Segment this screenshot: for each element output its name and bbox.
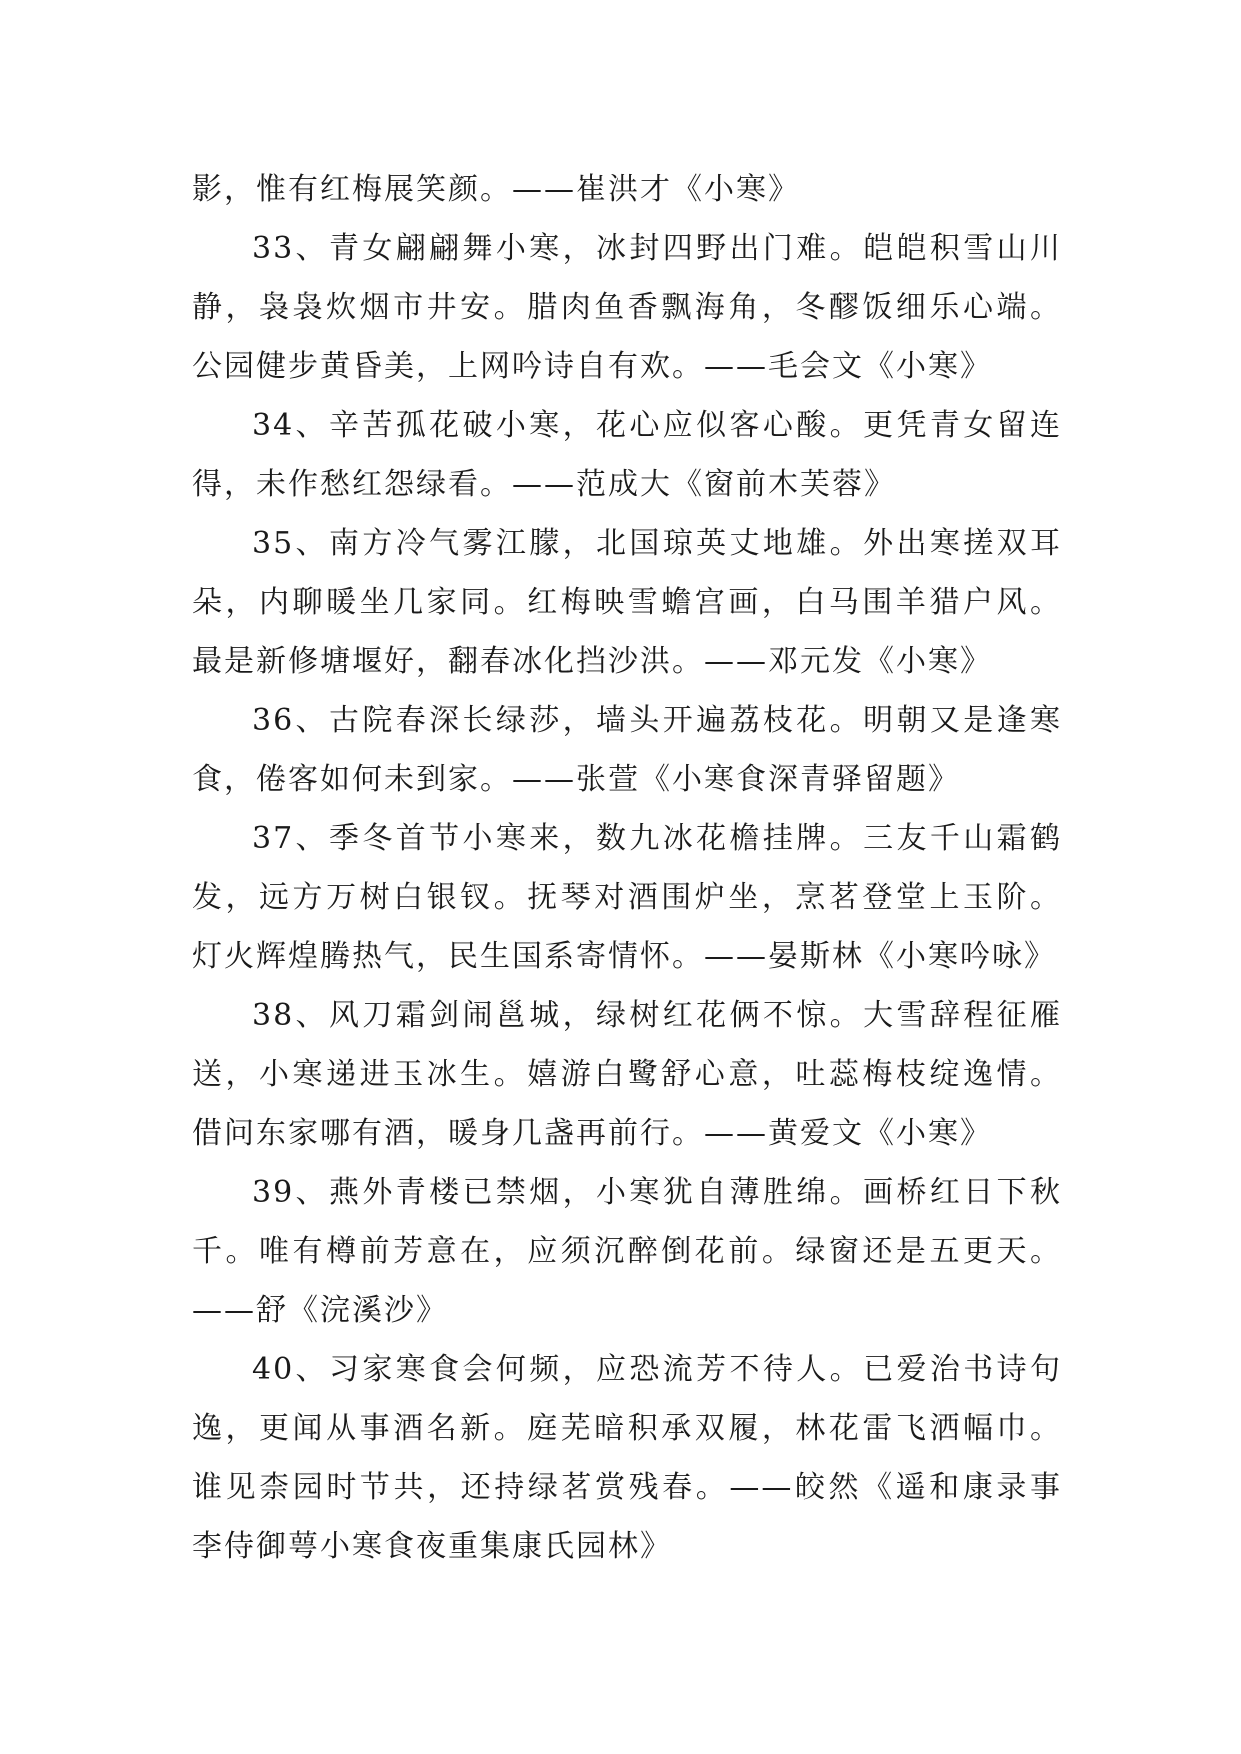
text-line: 借问东家哪有酒，暖身几盏再前行。——黄爱文《小寒》 <box>192 1116 992 1151</box>
text-line: 逸，更闻从事酒名新。庭芜暗积承双履，林花雷飞洒幅巾。 <box>192 1411 1062 1446</box>
text-line: 发，远方万树白银钗。抚琴对酒围炉坐，烹茗登堂上玉阶。 <box>192 880 1062 915</box>
text-line: 37、季冬首节小寒来，数九冰花檐挂牌。三友千山霜鹤 <box>252 821 1062 856</box>
paragraph-36 <box>192 691 1062 809</box>
text-line: 李侍御萼小寒食夜重集康氏园林》 <box>192 1529 672 1564</box>
text-line: 最是新修塘堰好，翻春冰化挡沙洪。——邓元发《小寒》 <box>192 644 992 679</box>
paragraph-37 <box>192 809 1062 986</box>
text-line: 35、南方冷气雾江朦，北国琼英丈地雄。外出寒搓双耳 <box>252 526 1062 561</box>
text-line: 得，未作愁红怨绿看。——范成大《窗前木芙蓉》 <box>192 467 896 502</box>
paragraph-continuation <box>192 160 1062 219</box>
document-page <box>192 160 1062 1576</box>
text-line: 公园健步黄昏美，上网吟诗自有欢。——毛会文《小寒》 <box>192 349 992 384</box>
paragraph-38 <box>192 986 1062 1163</box>
text-line: 38、风刀霜剑闹邕城，绿树红花俩不惊。大雪辞程征雁 <box>252 998 1062 1033</box>
text-line: 千。唯有樽前芳意在，应须沉醉倒花前。绿窗还是五更天。 <box>192 1234 1062 1269</box>
paragraph-40 <box>192 1340 1062 1576</box>
text-line: ——舒《浣溪沙》 <box>192 1293 448 1328</box>
paragraph-33 <box>192 219 1062 396</box>
text-line: 34、辛苦孤花破小寒，花心应似客心酸。更凭青女留连 <box>252 408 1062 443</box>
text-line: 送，小寒递进玉冰生。嬉游白鹭舒心意，吐蕊梅枝绽逸情。 <box>192 1057 1062 1092</box>
text-line: 朵，内聊暖坐几家同。红梅映雪蟾宫画，白马围羊猎户风。 <box>192 585 1062 620</box>
text-line: 影，惟有红梅展笑颜。——崔洪才《小寒》 <box>192 172 800 207</box>
text-line: 谁见柰园时节共，还持绿茗赏残春。——皎然《遥和康录事 <box>192 1470 1062 1505</box>
text-line: 食，倦客如何未到家。——张萱《小寒食深青驿留题》 <box>192 762 960 797</box>
text-line: 静，袅袅炊烟市井安。腊肉鱼香飘海角，冬醪饭细乐心端。 <box>192 290 1062 325</box>
text-line: 40、习家寒食会何频，应恐流芳不待人。已爱治书诗句 <box>252 1352 1062 1387</box>
paragraph-39 <box>192 1163 1062 1340</box>
text-line: 36、古院春深长绿莎，墙头开遍荔枝花。明朝又是逢寒 <box>252 703 1062 738</box>
text-line: 33、青女翩翩舞小寒，冰封四野出门难。皑皑积雪山川 <box>252 231 1062 266</box>
text-line: 灯火辉煌腾热气，民生国系寄情怀。——晏斯林《小寒吟咏》 <box>192 939 1056 974</box>
paragraph-35 <box>192 514 1062 691</box>
paragraph-34 <box>192 396 1062 514</box>
text-line: 39、燕外青楼已禁烟，小寒犹自薄胜绵。画桥红日下秋 <box>252 1175 1062 1210</box>
